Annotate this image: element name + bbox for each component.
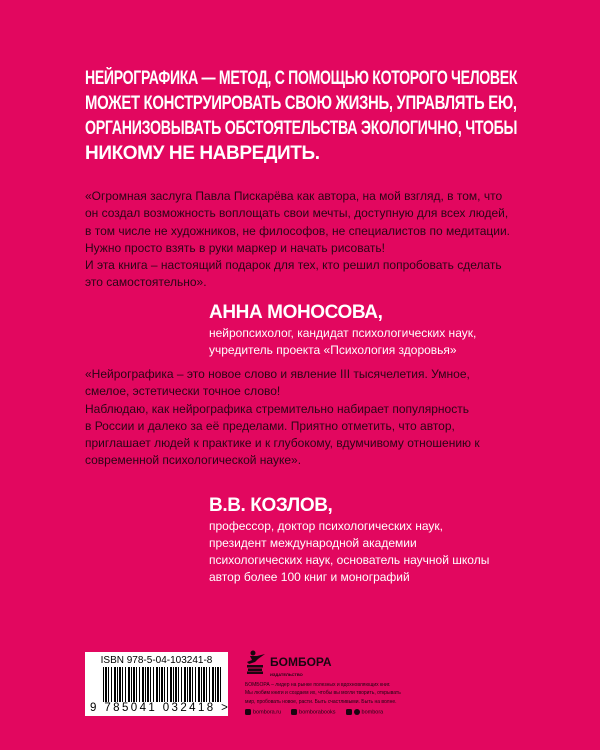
- quote-line: Наблюдаю, как нейрографика стремительно набирает популярность: [85, 401, 469, 416]
- publisher-logo: [245, 650, 485, 674]
- author-kozlov: [209, 494, 489, 586]
- link-label: bombora.ru: [253, 709, 282, 716]
- telegram-icon: [354, 709, 360, 715]
- description-line: БОМБОРА – лидер на рынке полезных и вдохновляющих книг.: [245, 682, 391, 688]
- link-vk[interactable]: [291, 709, 335, 716]
- quote-monosova: [85, 188, 517, 292]
- quote-line: в России и далеко за её пределами. Приятно отметить, что автор,: [85, 418, 455, 433]
- publisher-description: [245, 681, 485, 706]
- headline: [85, 66, 517, 166]
- barcode-bars: [103, 667, 221, 702]
- quote-line: И эта книга – настоящий подарок для тех, кто решил попробовать сделать: [85, 258, 502, 273]
- link-social[interactable]: [346, 709, 384, 716]
- description-line: Мы любим книги и создаем их, чтобы вы могли творить, открывать: [245, 690, 401, 697]
- author-role: нейропсихолог, кандидат психологических наук,: [209, 326, 477, 340]
- quote-line: приглашает людей к практике и к глубокому, вдумчивому отношению к: [85, 436, 480, 451]
- quote-line: современной психологической науке».: [85, 453, 302, 468]
- quote-line: «Огромная заслуга Павла Пискарёва как автора, на мой взгляд, в том, что: [85, 189, 503, 203]
- headline-line: МОЖЕТ КОНСТРУИРОВАТЬ СВОЮ ЖИЗНЬ, УПРАВЛЯТЬ ЕЮ,: [85, 93, 517, 114]
- headline-line: НЕЙРОГРАФИКА — МЕТОД, С ПОМОЩЬЮ КОТОРОГО ЧЕЛОВЕК: [85, 68, 518, 89]
- quote-line: в том числе не художников, не философов, не специалистов по медитации.: [85, 223, 510, 238]
- headline-line: НИКОМУ НЕ НАВРЕДИТЬ.: [85, 143, 320, 164]
- description-line: мир, пробовать новое, расти. Быть счастливыми. Быть на волне.: [245, 698, 397, 705]
- author-name: АННА МОНОСОВА,: [209, 302, 383, 323]
- quote-line: «Нейрографика – это новое слово и явление III тысячелетия. Умное,: [85, 367, 470, 381]
- publisher-name: БОМБОРА: [270, 655, 332, 669]
- youtube-icon: [346, 709, 352, 715]
- publisher-block: [245, 650, 485, 716]
- author-role: учредитель проекта «Психология здоровья»: [209, 343, 457, 357]
- author-monosova: [209, 301, 476, 359]
- publisher-links: [245, 709, 485, 716]
- author-role: психологических наук, основатель научной школы: [209, 553, 490, 567]
- barcode-digits: 9 785041 032418 >: [90, 702, 231, 714]
- isbn-barcode: [85, 652, 231, 716]
- author-name: В.В. КОЗЛОВ,: [209, 495, 333, 516]
- author-role: автор более 100 книг и монографий: [209, 570, 410, 584]
- quote-line: это самостоятельно».: [85, 275, 207, 290]
- headline-line: ОРГАНИЗОВЫВАТЬ ОБСТОЯТЕЛЬСТВА ЭКОЛОГИЧНО, ЧТОБЫ: [85, 118, 518, 139]
- quote-kozlov: [85, 366, 517, 470]
- vk-icon: [291, 709, 297, 715]
- link-label: bomborabooks: [299, 709, 336, 716]
- link-label: bombora: [361, 709, 384, 716]
- isbn-label: ISBN 978-5-04-103241-8: [100, 655, 213, 666]
- author-role: президент международной академии: [209, 536, 417, 550]
- quote-line: он создал возможность воплощать свои мечты, доступную для всех людей,: [85, 206, 509, 221]
- publisher-subtitle: ИЗДАТЕЛЬСТВО: [270, 672, 303, 677]
- publisher-logo-icon: [245, 650, 267, 674]
- quote-line: Нужно просто взять в руки маркер и начать рисовать!: [85, 240, 385, 255]
- link-website[interactable]: [245, 709, 281, 716]
- author-role: профессор, доктор психологических наук,: [209, 519, 443, 533]
- instagram-icon: [245, 709, 251, 715]
- quote-line: смелое, эстетически точное слово!: [85, 384, 281, 399]
